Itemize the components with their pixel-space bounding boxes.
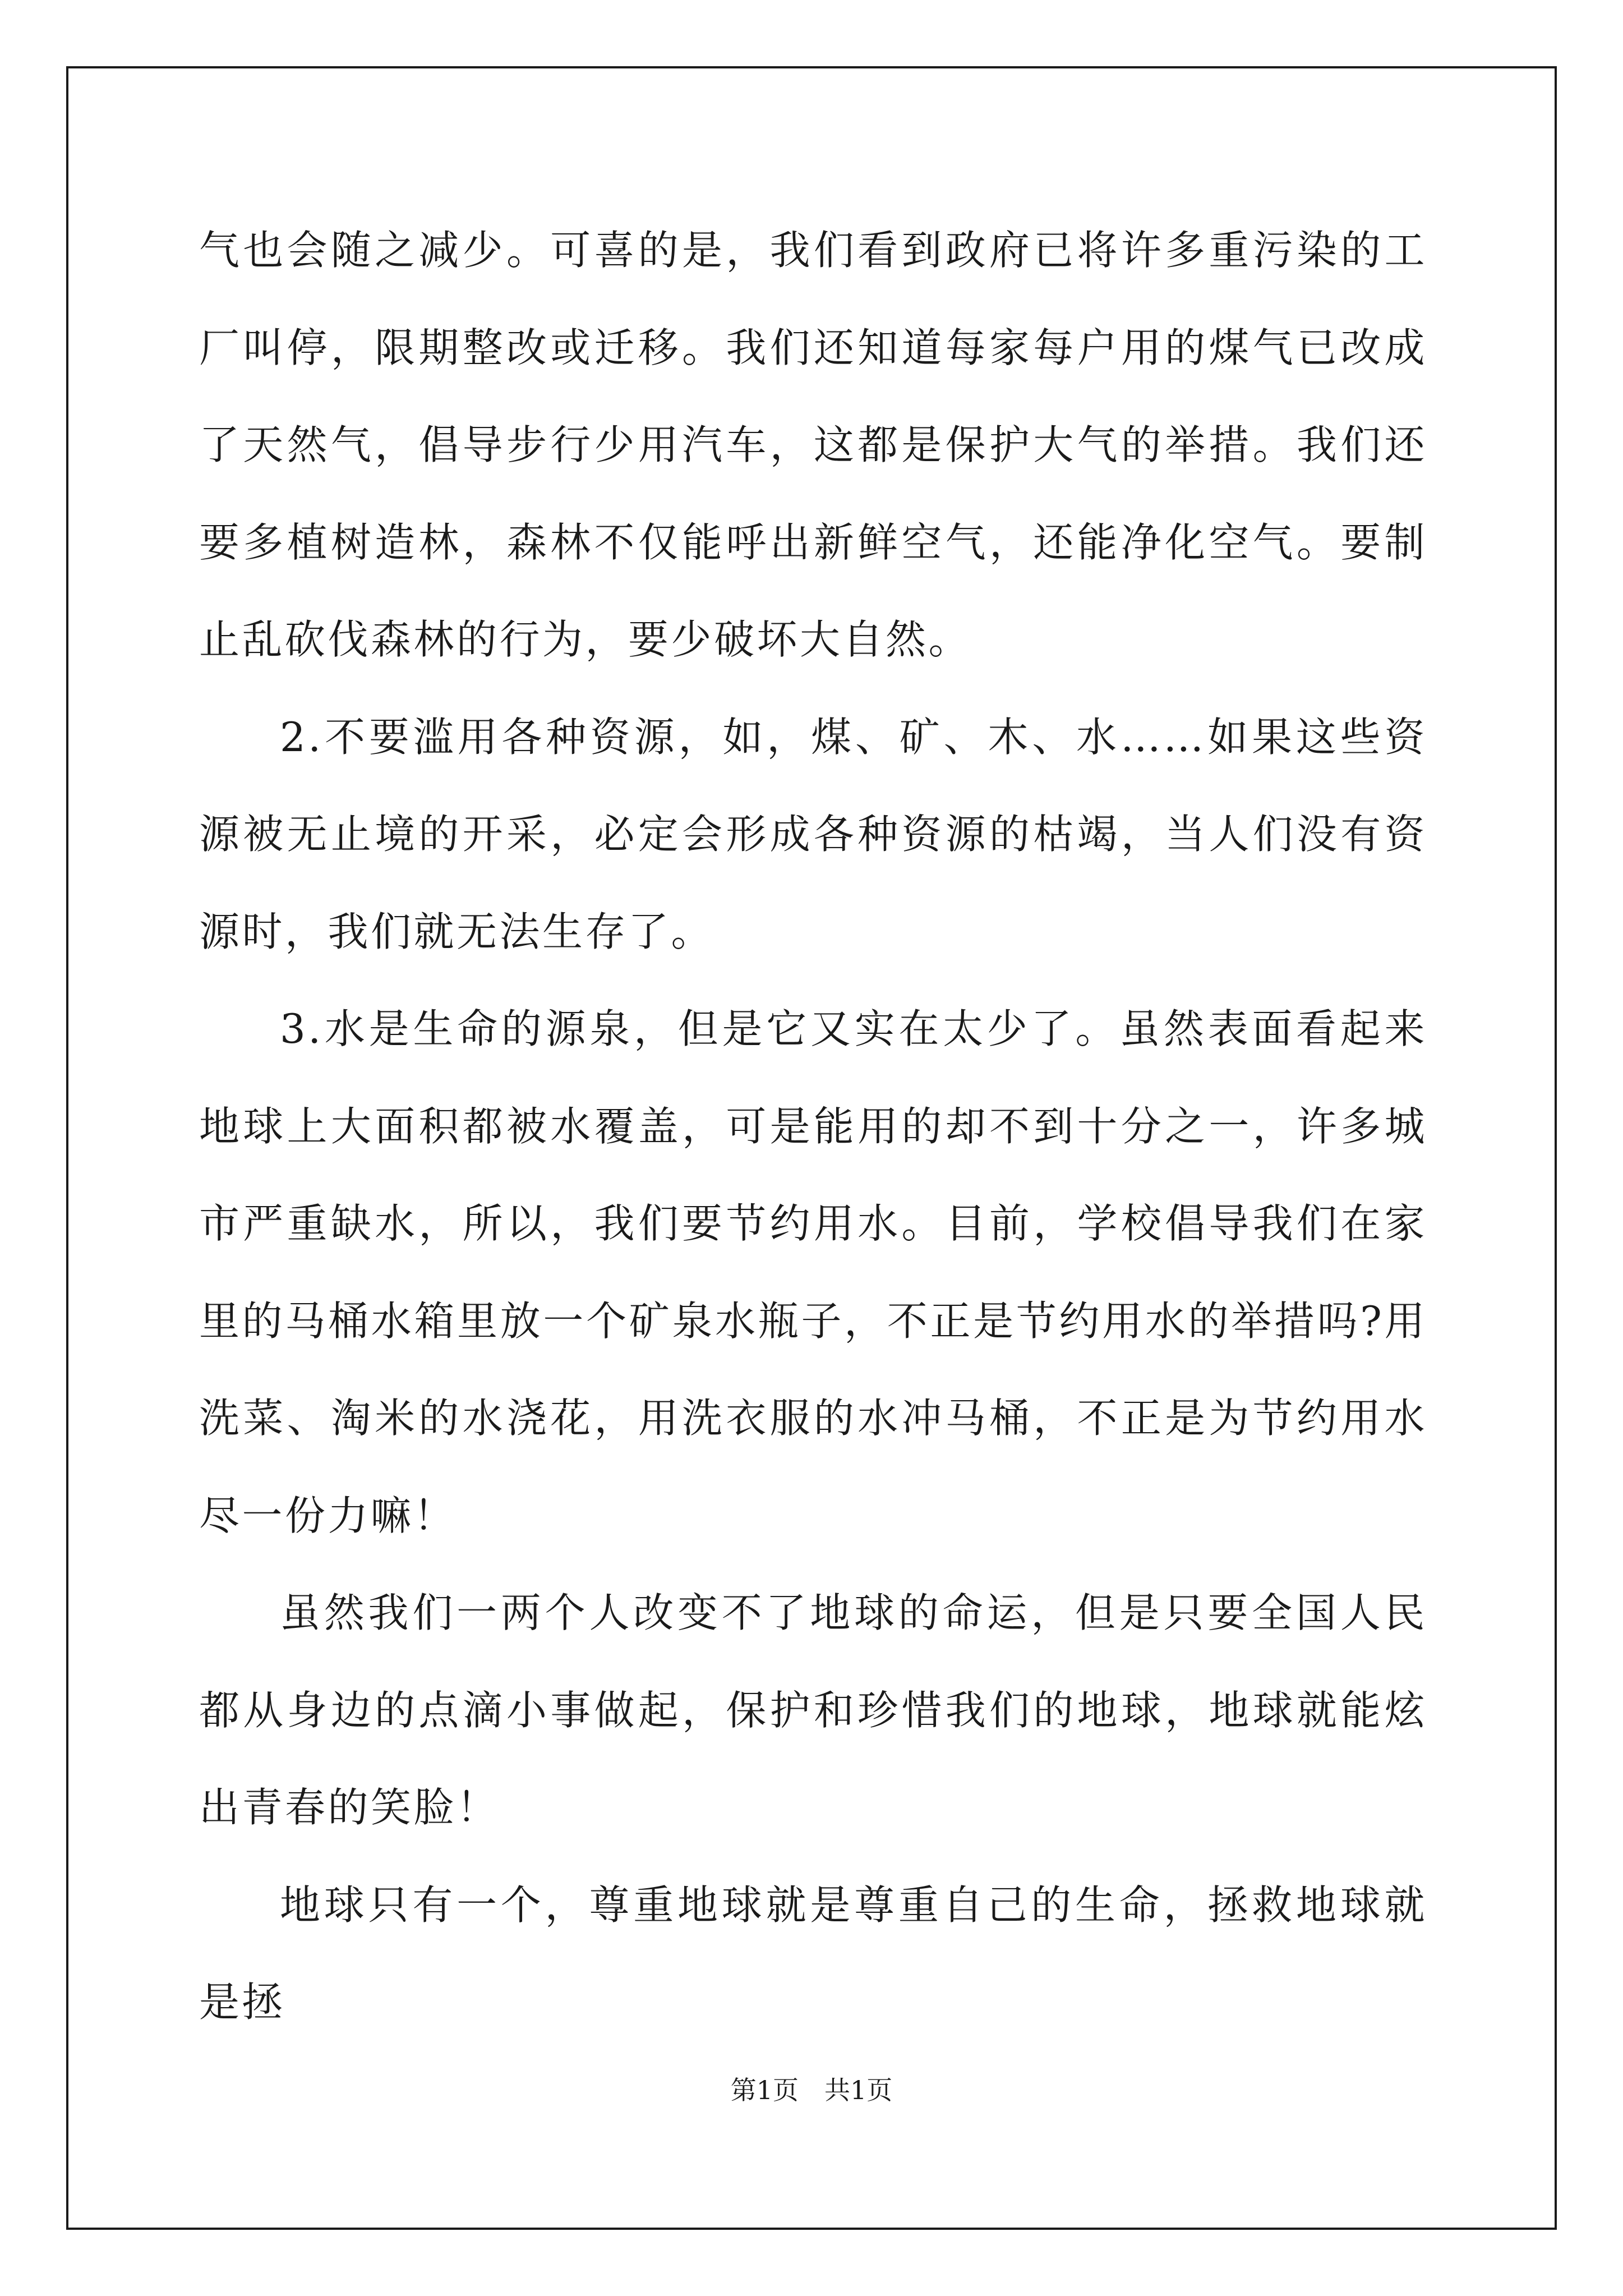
paragraph-conclusion: 虽然我们一两个人改变不了地球的命运，但是只要全国人民都从身边的点滴小事做起，保护和珍惜我们的地球，地球就能炫出青春的笑脸！ xyxy=(199,1589,1427,1831)
paragraph-continuation: 气也会随之减少。可喜的是，我们看到政府已将许多重污染的工厂叫停，限期整改或迁移。我们还知道每家每户用的煤气已改成了天然气，倡导步行少用汽车，这都是保护大气的举措。我们还要多植树造林，森林不仅能呼出新鲜空气，还能净化空气。要制止乱砍伐森林的行为，要少破坏大自然。 xyxy=(199,227,1427,663)
paragraph-item-2: 2.不要滥用各种资源，如，煤、矿、木、水……如果这些资源被无止境的开采，必定会形成各种资源的枯竭，当人们没有资源时，我们就无法生存了。 xyxy=(199,713,1427,955)
paragraph-item-3: 3.水是生命的源泉，但是它又实在太少了。虽然表面看起来地球上大面积都被水覆盖，可是能用的却不到十分之一，许多城市严重缺水，所以，我们要节约用水。目前，学校倡导我们在家里的马桶水箱里放一个矿泉水瓶子，不正是节约用水的举措吗?用洗菜、淘米的水浇花，用洗衣服的水冲马桶，不正是为节约用水尽一份力嘛！ xyxy=(199,1005,1427,1539)
paragraph-closing: 地球只有一个，尊重地球就是尊重自己的生命，拯救地球就是拯 xyxy=(199,1881,1427,2026)
document-body xyxy=(199,202,1427,2051)
page-footer: 第1页 共1页 xyxy=(730,2075,893,2105)
